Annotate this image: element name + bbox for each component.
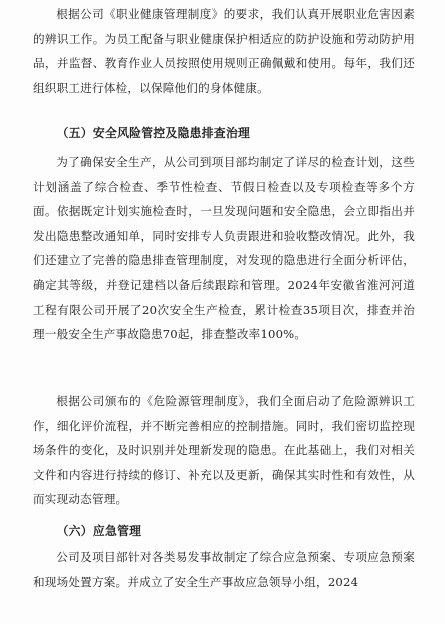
- section-heading-risk-control: （五）安全风险管控及隐患排查治理: [56, 126, 251, 140]
- paragraph-emergency-plans: 公司及项目部针对各类易发事故制定了综合应急预案、专项应急预案和现场处置方案。并成立了安全生产事故应急领导小组，2024: [33, 550, 415, 589]
- section-heading-emergency-management: （六）应急管理: [56, 524, 142, 538]
- paragraph-occupational-health: 根据公司《职业健康管理制度》的要求，我们认真开展职业危害因素的辨识工作。为员工配备与职业健康保护相适应的防护设施和劳动防护用品，并监督、教育作业人员按照使用规则正确佩戴和使用。每年，我们还组织职工进行体检，以保障他们的身体健康。: [33, 7, 415, 95]
- paragraph-hazard-source-management: 根据公司颁布的《危险源管理制度》，我们全面启动了危险源辨识工作，细化评价流程，并不断完善相应的控制措施。同时，我们密切监控现场条件的变化，及时识别并处理新发现的隐患。在此基础上，我们对相关文件和内容进行持续的修订、补充以及更新，确保其实时性和有效性，从而实现动态管理。: [33, 394, 415, 507]
- paragraph-hazard-inspection: 为了确保安全生产，从公司到项目部均制定了详尽的检查计划，这些计划涵盖了综合检查、季节性检查、节假日检查以及专项检查等多个方面。依据既定计划实施检查时，一旦发现问题和安全隐患，会立即指出并发出隐患整改通知单，同时安排专人负责跟进和验收整改情况。此外，我们还建立了完善的隐患排查管理制度，对发现的隐患进行全面分析评估，确定其等级，并登记建档以备后续跟踪和管理。2024年安徽省淮河河道工程有限公司开展了20次安全生产检查，累计检查35项目次，排查并治理一般安全生产事故隐患70起，排查整改率100%。: [33, 155, 415, 342]
